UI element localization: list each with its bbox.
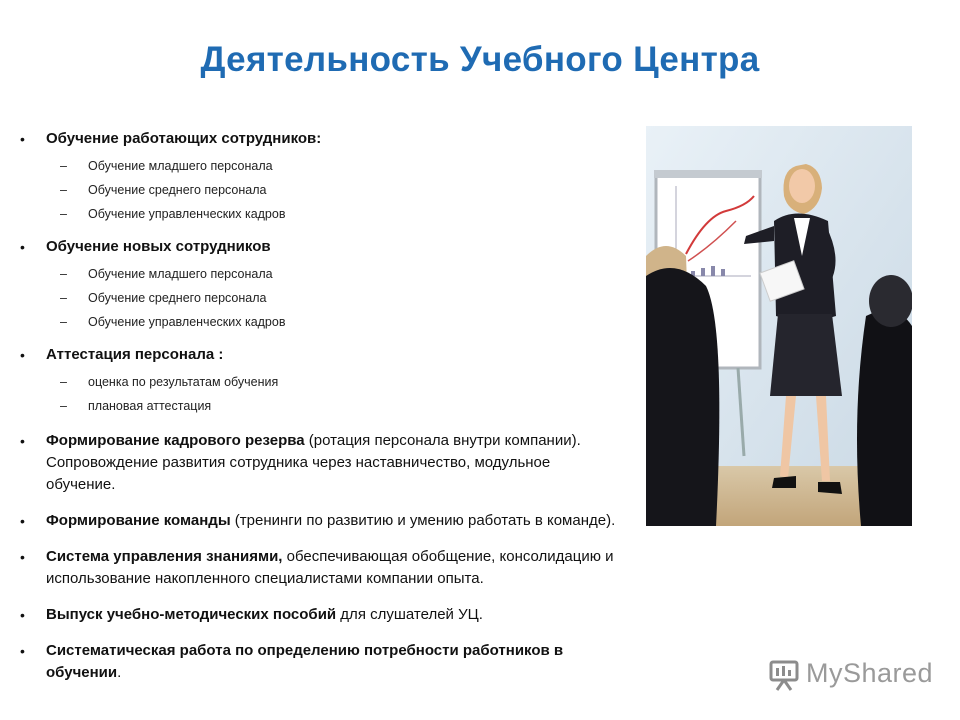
sub-item-text: Обучение младшего персонала	[88, 267, 273, 281]
bullet-list	[18, 128, 618, 684]
bullet-text: (тренинги по развитию и умению работать в команде).	[230, 512, 616, 529]
dash-marker: –	[60, 315, 67, 329]
bullet-marker: •	[20, 513, 25, 529]
bullet-item	[18, 128, 618, 150]
logo-text: MyShared	[806, 658, 934, 688]
sub-item	[18, 206, 618, 222]
sub-item-text: плановая аттестация	[88, 399, 212, 413]
bullet-marker: •	[20, 347, 25, 363]
bullet-bold-text: Формирование команды	[46, 512, 231, 529]
sub-item	[18, 374, 618, 390]
bullet-bold-text: Формирование кадрового резерва	[46, 432, 305, 449]
sub-item	[18, 398, 618, 414]
presenter-photo	[646, 126, 912, 526]
sub-item	[18, 182, 618, 198]
sub-item-text: Обучение управленческих кадров	[88, 207, 286, 221]
bullet-bold-text: Система управления знаниями,	[46, 548, 283, 565]
bullet-marker: •	[20, 643, 25, 659]
bullet-item	[18, 236, 618, 258]
bullet-bold-text: Обучение работающих сотрудников:	[46, 130, 322, 147]
sub-item-text: Обучение младшего персонала	[88, 159, 273, 173]
sub-item	[18, 290, 618, 306]
slide-title: Деятельность Учебного Центра	[200, 40, 760, 79]
bullet-item	[18, 344, 618, 366]
bullet-text: (ротация персонала внутри компании). Сопровождение развития сотрудника через наставничество, модульное обучение.	[46, 432, 581, 493]
sub-item-text: Обучение среднего персонала	[88, 291, 267, 305]
bullet-bold-text: Систематическая работа по определению потребности работников в обучении	[46, 642, 564, 681]
bullet-marker: •	[20, 239, 25, 255]
dash-marker: –	[60, 399, 67, 413]
bullet-item	[18, 510, 618, 532]
sub-item	[18, 266, 618, 282]
dash-marker: –	[60, 291, 67, 305]
sub-item-text: Обучение управленческих кадров	[88, 315, 286, 329]
bullet-bold-text: Обучение новых сотрудников	[46, 238, 271, 255]
bullet-item	[18, 604, 618, 626]
bullet-marker: •	[20, 433, 25, 449]
bullet-marker: •	[20, 131, 25, 147]
bullet-bold-text: Выпуск учебно-методических пособий	[46, 606, 337, 623]
dash-marker: –	[60, 375, 67, 389]
bullet-text: обеспечивающая обобщение, консолидацию и использование накопленного специалистами компании опыта.	[46, 548, 614, 587]
dash-marker: –	[60, 159, 67, 173]
sub-item	[18, 314, 618, 330]
bullet-bold-text: Аттестация персонала :	[46, 346, 224, 363]
sub-item	[18, 158, 618, 174]
bullet-item	[18, 640, 618, 684]
bullet-item	[18, 430, 618, 496]
bullet-marker: •	[20, 607, 25, 623]
bullet-text: .	[117, 664, 122, 681]
sub-item-text: Обучение среднего персонала	[88, 183, 267, 197]
sub-item-text: оценка по результатам обучения	[88, 375, 279, 389]
bullet-marker: •	[20, 549, 25, 565]
dash-marker: –	[60, 207, 67, 221]
bullet-text: для слушателей УЦ.	[336, 606, 483, 623]
dash-marker: –	[60, 267, 67, 281]
logo-icon	[768, 658, 802, 692]
bullet-item	[18, 546, 618, 590]
dash-marker: –	[60, 183, 67, 197]
